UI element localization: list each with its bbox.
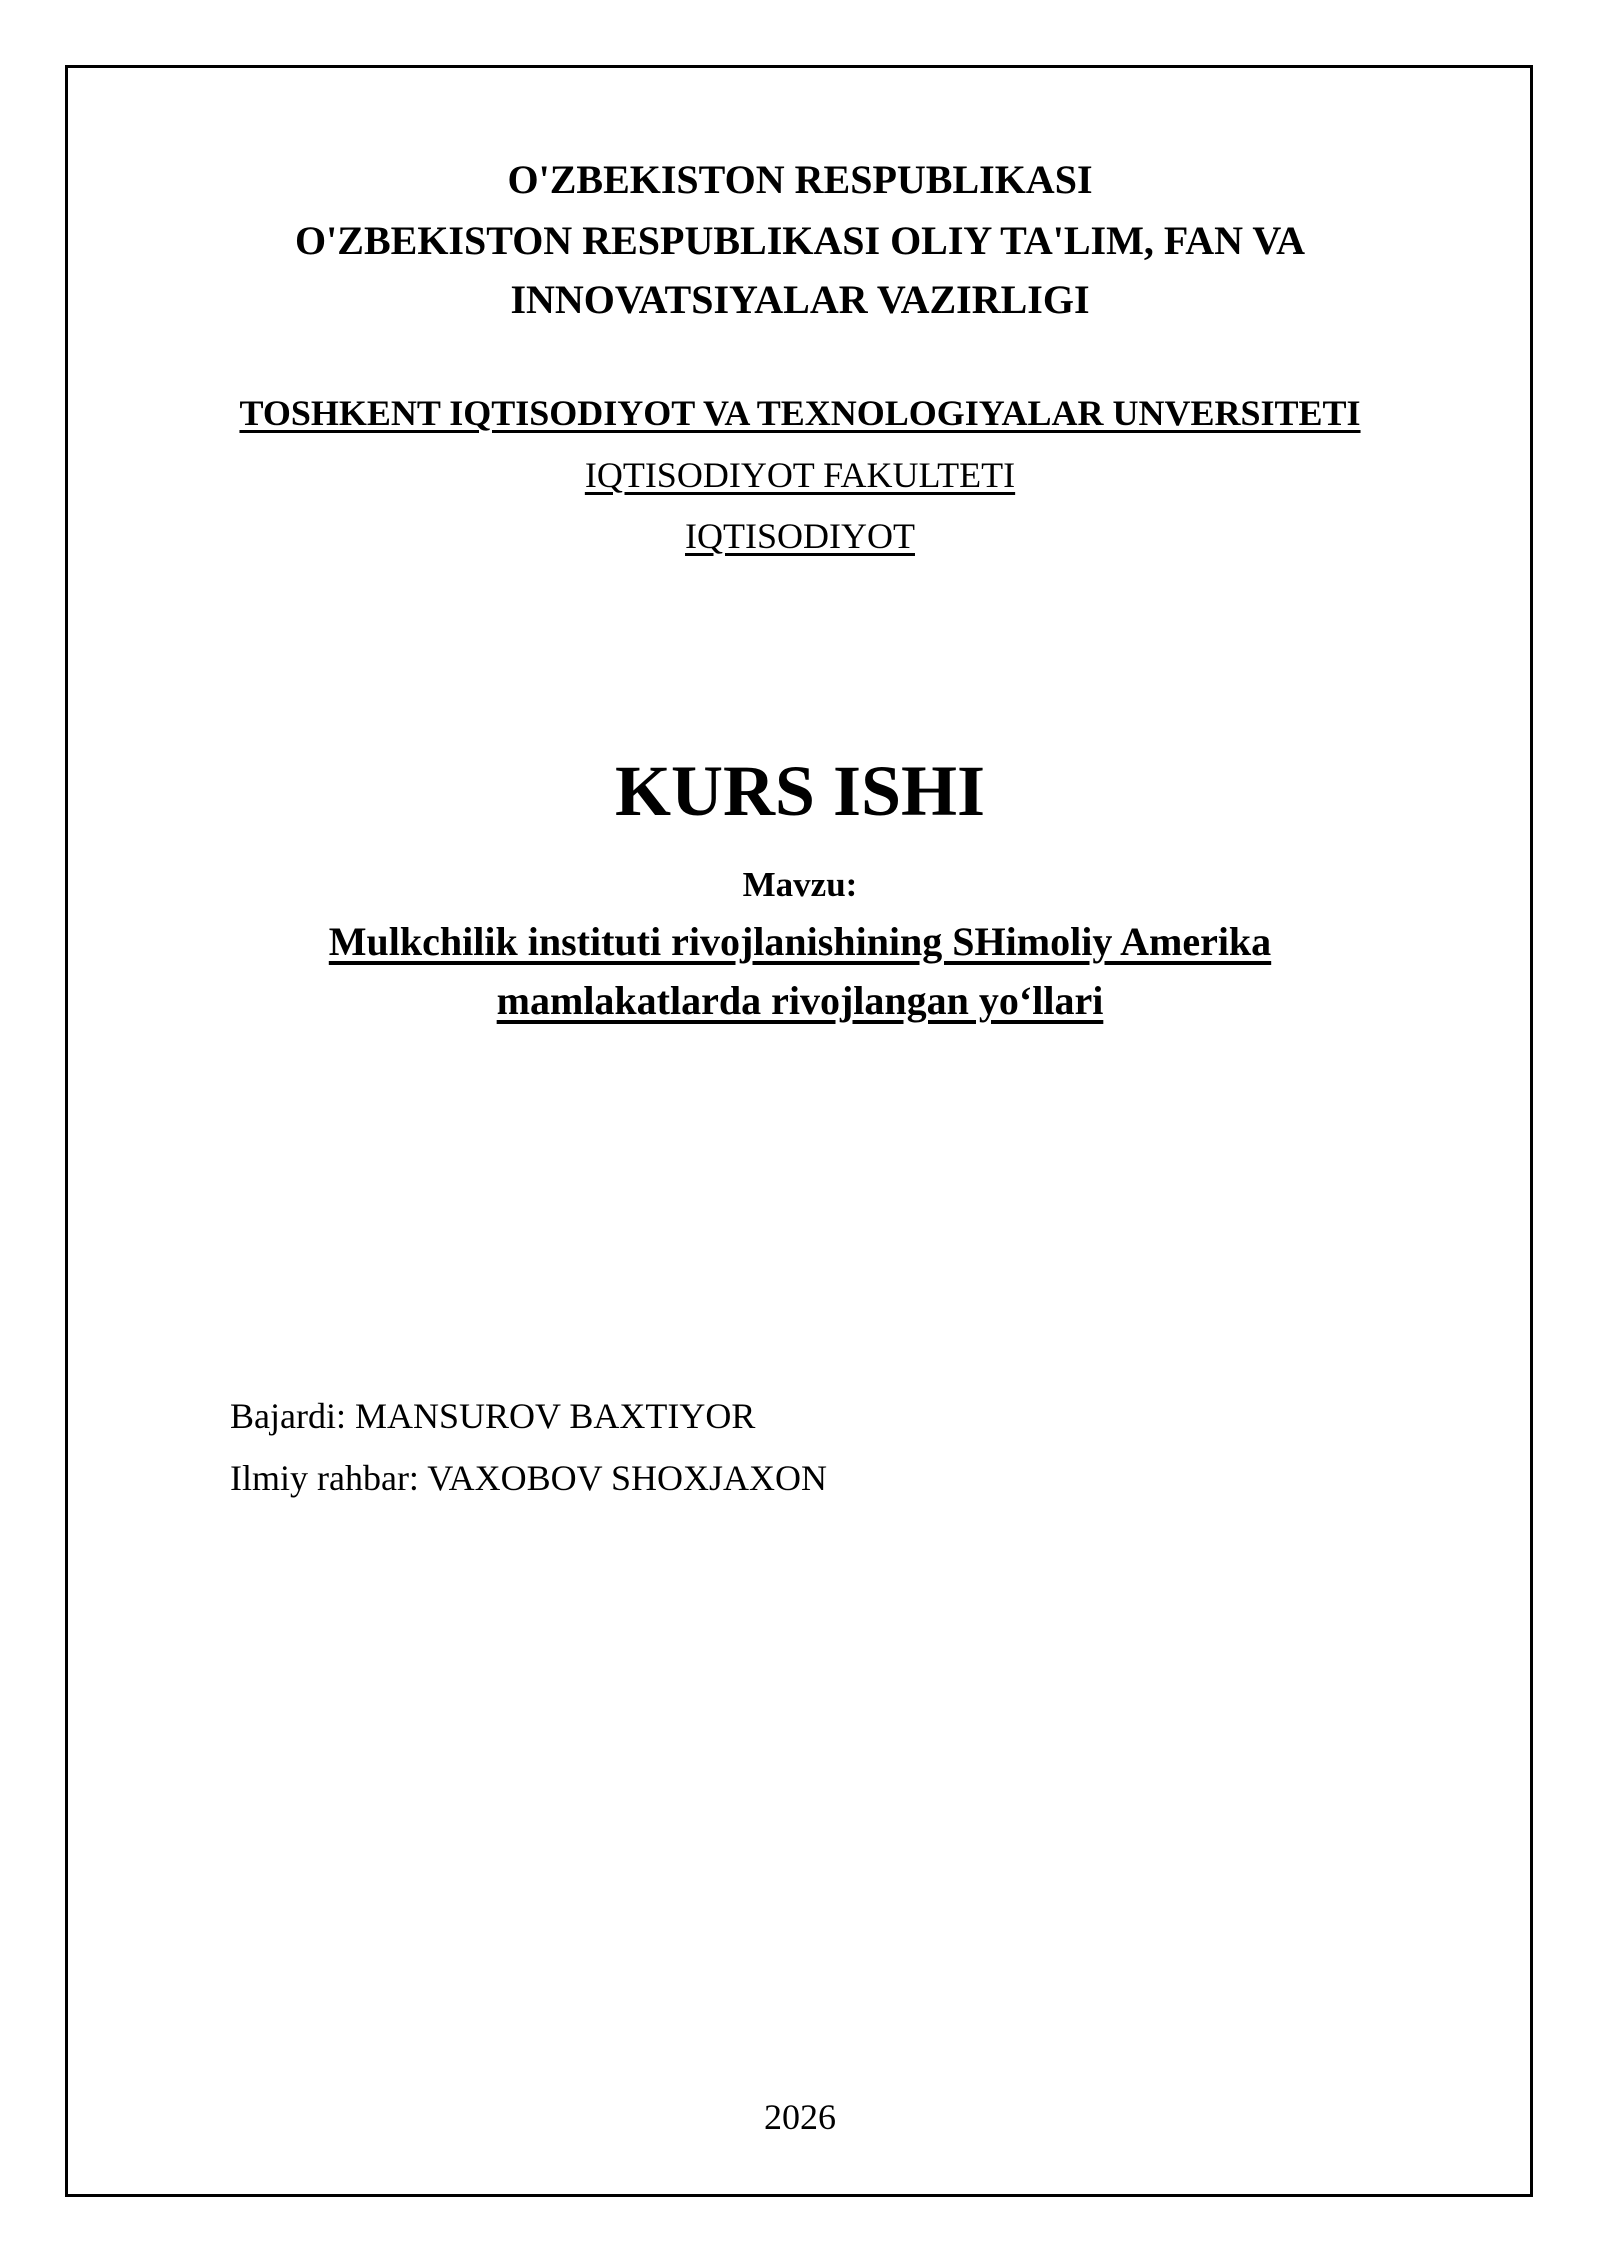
supervisor-line: Ilmiy rahbar: VAXOBOV SHOXJAXON bbox=[230, 1458, 828, 1498]
faculty-name: IQTISODIYOT FAKULTETI bbox=[584, 455, 1016, 495]
topic-title-line1: Mulkchilik instituti rivojlanishining SHimoliy Amerika bbox=[328, 919, 1272, 964]
performer-line: Bajardi: MANSUROV BAXTIYOR bbox=[230, 1396, 756, 1436]
page-border bbox=[65, 65, 1533, 2197]
department-name: IQTISODIYOT bbox=[685, 516, 915, 556]
republic-heading: O'ZBEKISTON RESPUBLIKASI bbox=[507, 157, 1093, 202]
ministry-heading-line1: O'ZBEKISTON RESPUBLIKASI OLIY TA'LIM, FAN VA bbox=[295, 218, 1305, 263]
ministry-heading-line2: INNOVATSIYALAR VAZIRLIGI bbox=[510, 277, 1090, 322]
topic-title-line2: mamlakatlarda rivojlangan yo‘llari bbox=[496, 978, 1104, 1023]
topic-label: Mavzu: bbox=[742, 865, 858, 904]
year: 2026 bbox=[764, 2097, 836, 2137]
document-title: KURS ISHI bbox=[614, 751, 986, 831]
university-name: TOSHKENT IQTISODIYOT VA TEXNOLOGIYALAR UNVERSITETI bbox=[239, 393, 1361, 433]
